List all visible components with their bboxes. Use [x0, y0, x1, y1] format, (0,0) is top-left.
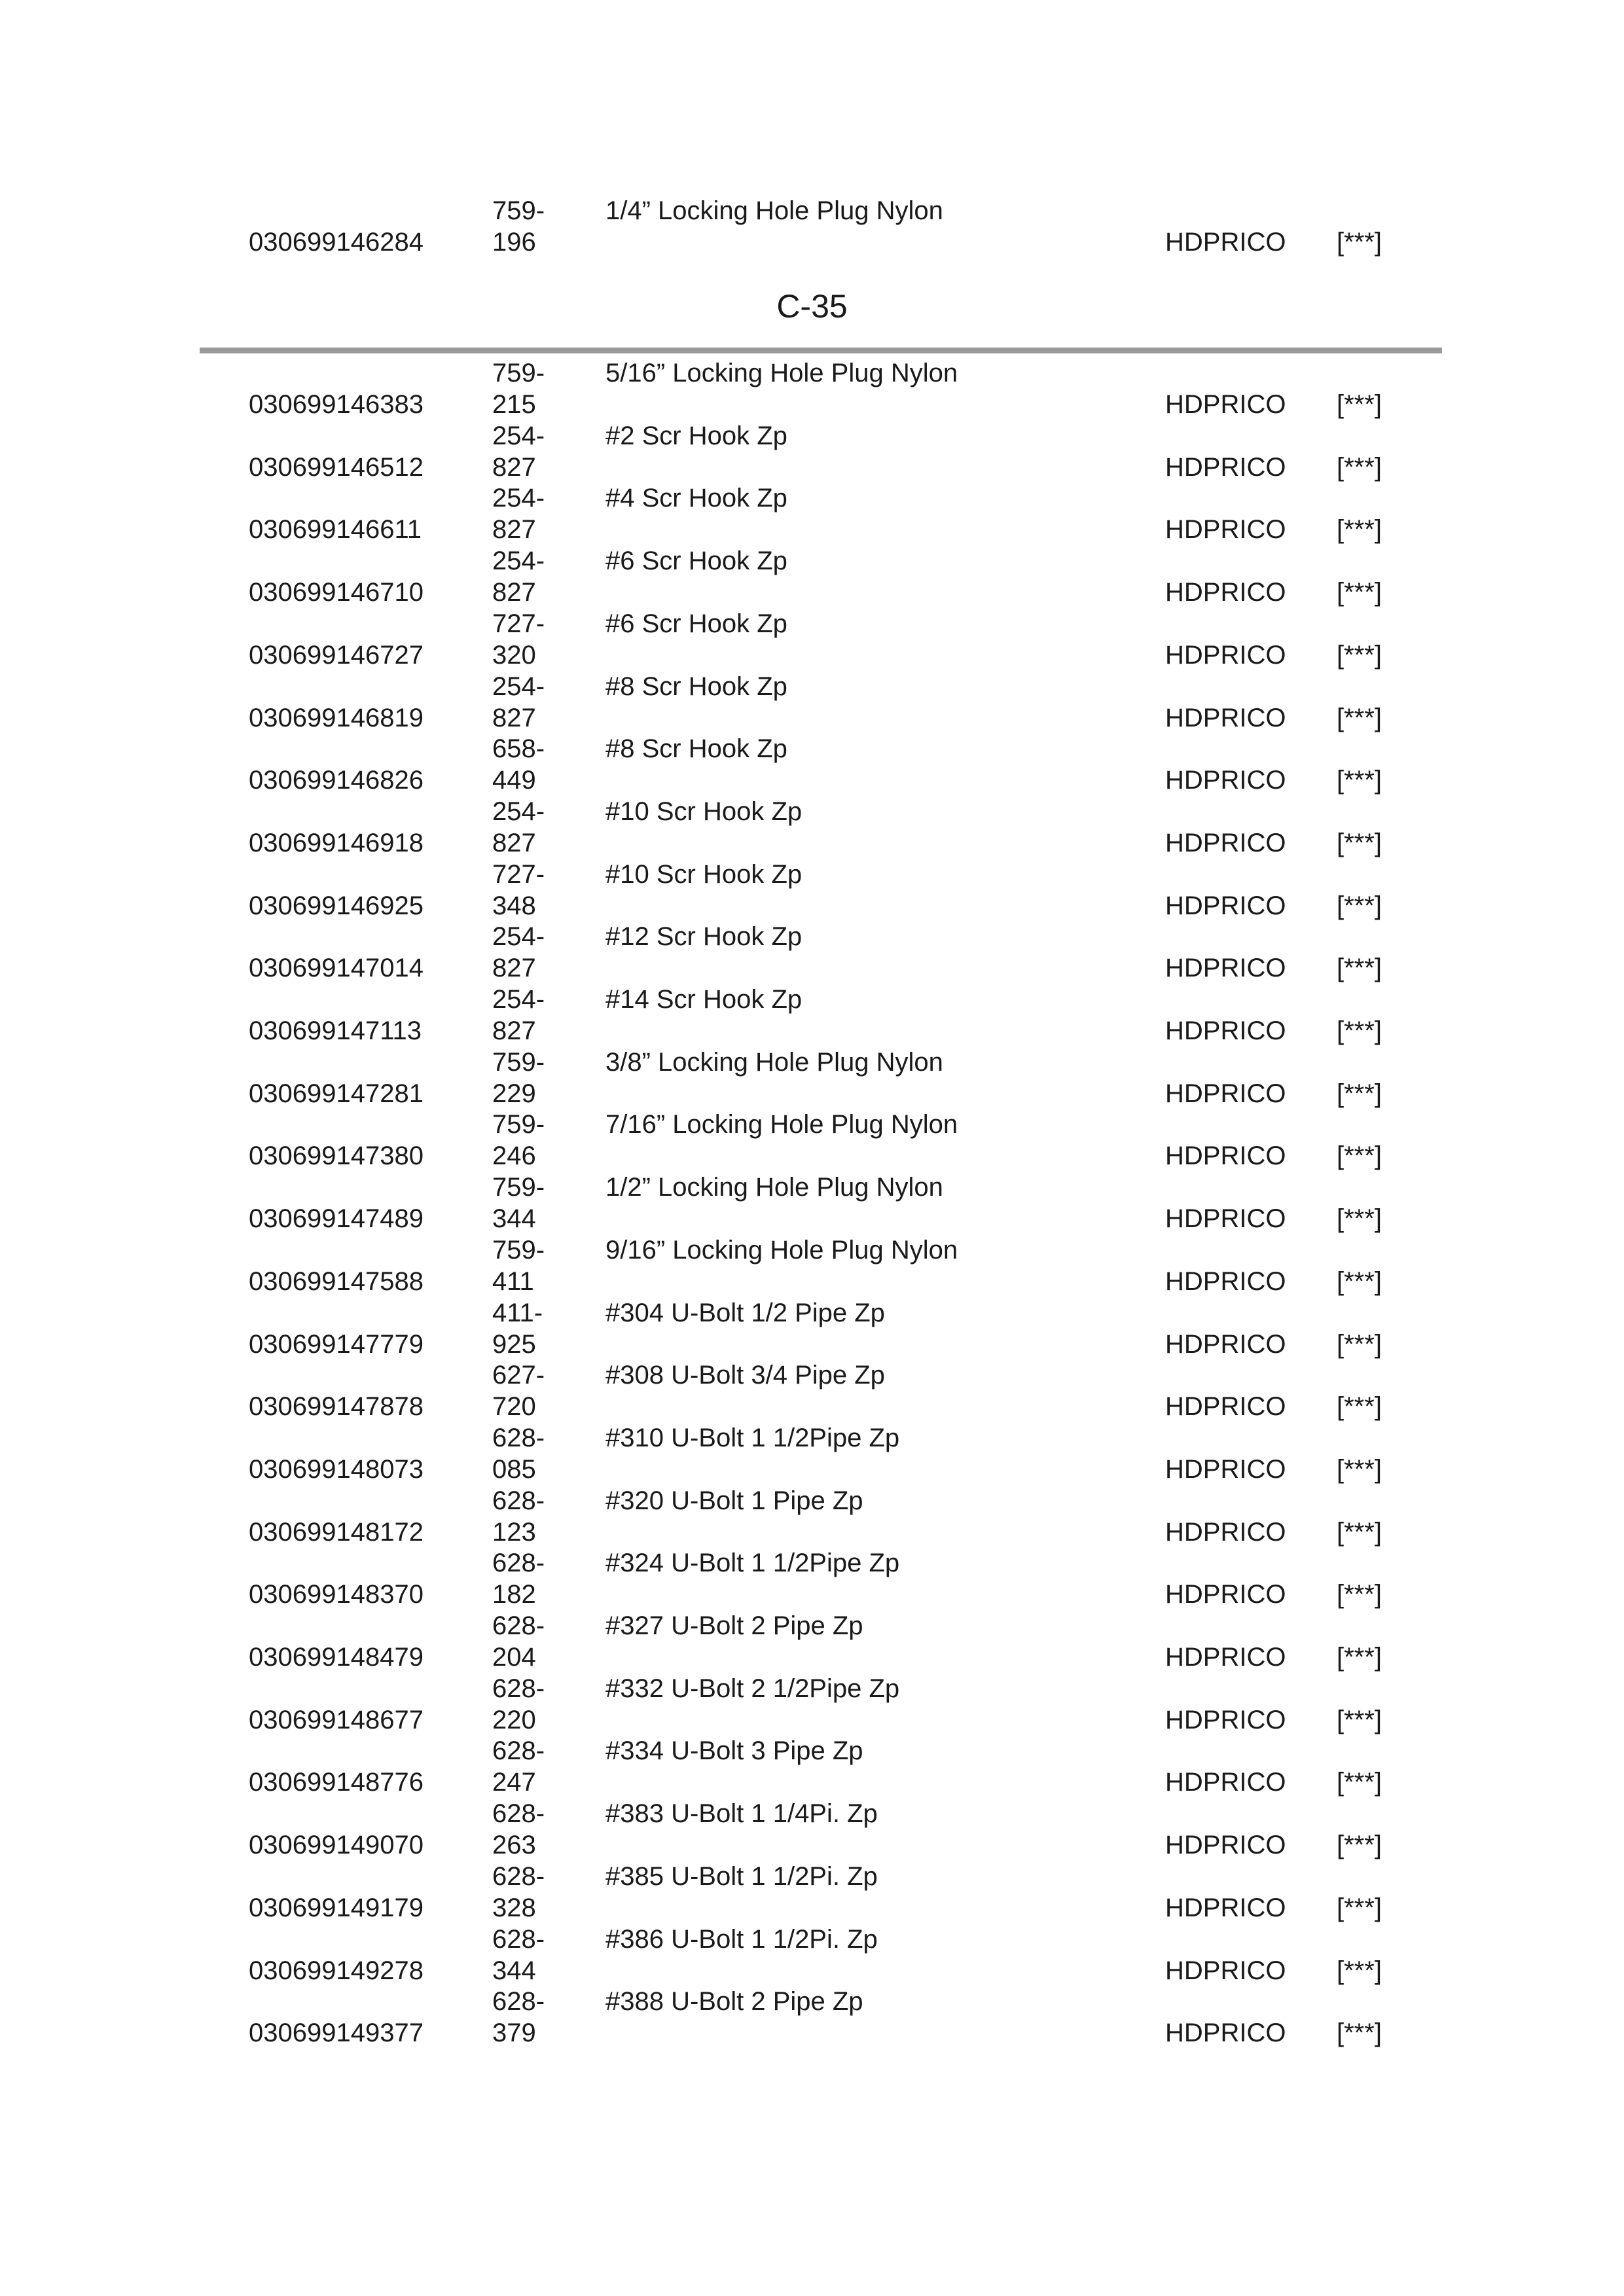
- page-divider: [200, 348, 1442, 353]
- vendor-code: HDPRICO: [1165, 1079, 1286, 1108]
- price-redacted: [***]: [1337, 1956, 1382, 1985]
- item-code-top: 411-: [492, 1299, 543, 1327]
- price-redacted: [***]: [1337, 1455, 1382, 1484]
- vendor-code: HDPRICO: [1165, 1893, 1286, 1922]
- upc-number: 030699147014: [249, 954, 424, 982]
- item-description: #8 Scr Hook Zp: [605, 734, 787, 763]
- item-description: #310 U-Bolt 1 1/2Pipe Zp: [605, 1424, 900, 1452]
- item-code-top: 254-: [492, 422, 545, 450]
- item-description: 5/16” Locking Hole Plug Nylon: [605, 359, 958, 387]
- item-code-bottom: 411: [492, 1267, 534, 1296]
- item-code-bottom: 220: [492, 1706, 536, 1734]
- item-code-bottom: 827: [492, 578, 536, 607]
- item-code-top: 254-: [492, 985, 545, 1014]
- upc-number: 030699147380: [249, 1141, 424, 1170]
- price-redacted: [***]: [1337, 1079, 1382, 1108]
- price-redacted: [***]: [1337, 1643, 1382, 1672]
- vendor-code: HDPRICO: [1165, 641, 1286, 670]
- vendor-code: HDPRICO: [1165, 1267, 1286, 1296]
- price-redacted: [***]: [1337, 641, 1382, 670]
- upc-number: 030699146710: [249, 578, 424, 607]
- upc-number: 030699147489: [249, 1204, 424, 1233]
- page-label: C-35: [776, 288, 848, 325]
- vendor-code: HDPRICO: [1165, 829, 1286, 857]
- upc-number: 030699148073: [249, 1455, 424, 1484]
- price-redacted: [***]: [1337, 1392, 1382, 1421]
- upc-number: 030699146727: [249, 641, 424, 670]
- upc-number: 030699148370: [249, 1580, 424, 1609]
- item-code-top: 628-: [492, 1424, 545, 1452]
- upc-number: 030699148776: [249, 1768, 424, 1797]
- item-description: #6 Scr Hook Zp: [605, 547, 787, 575]
- item-description: #8 Scr Hook Zp: [605, 672, 787, 701]
- upc-number: 030699146819: [249, 704, 424, 732]
- price-redacted: [***]: [1337, 1831, 1382, 1859]
- item-code-top: 759-: [492, 1173, 545, 1202]
- item-code-top: 759-: [492, 1110, 545, 1139]
- upc-number: 030699149278: [249, 1956, 424, 1985]
- item-code-bottom: 229: [492, 1079, 536, 1108]
- vendor-code: HDPRICO: [1165, 515, 1286, 544]
- item-description: #304 U-Bolt 1/2 Pipe Zp: [605, 1299, 885, 1327]
- price-redacted: [***]: [1337, 704, 1382, 732]
- vendor-code: HDPRICO: [1165, 1392, 1286, 1421]
- vendor-code: HDPRICO: [1165, 2018, 1286, 2047]
- item-description: #385 U-Bolt 1 1/2Pi. Zp: [605, 1862, 878, 1891]
- item-description: 7/16” Locking Hole Plug Nylon: [605, 1110, 958, 1139]
- item-code-top: 628-: [492, 1987, 545, 2016]
- item-code-bottom: 204: [492, 1643, 536, 1672]
- item-code-top: 759-: [492, 1048, 545, 1077]
- price-redacted: [***]: [1337, 1768, 1382, 1797]
- item-description: #332 U-Bolt 2 1/2Pipe Zp: [605, 1674, 900, 1703]
- item-code-top: 254-: [492, 547, 545, 575]
- item-code-top: 658-: [492, 734, 545, 763]
- upc-number: 030699146826: [249, 766, 424, 795]
- item-description: #4 Scr Hook Zp: [605, 484, 787, 512]
- upc-number: 030699147779: [249, 1330, 424, 1359]
- item-code-bottom: 827: [492, 704, 536, 732]
- item-description: #2 Scr Hook Zp: [605, 422, 787, 450]
- item-description: 1/2” Locking Hole Plug Nylon: [605, 1173, 943, 1202]
- price-redacted: [***]: [1337, 1141, 1382, 1170]
- item-code-bottom: 246: [492, 1141, 536, 1170]
- item-description: #12 Scr Hook Zp: [605, 922, 803, 951]
- price-redacted: [***]: [1337, 1204, 1382, 1233]
- upc-number: 030699149179: [249, 1893, 424, 1922]
- price-redacted: [***]: [1337, 1706, 1382, 1734]
- item-code-bottom: 247: [492, 1768, 536, 1797]
- price-redacted: [***]: [1337, 1518, 1382, 1547]
- vendor-code: HDPRICO: [1165, 390, 1286, 419]
- price-redacted: [***]: [1337, 1580, 1382, 1609]
- item-code-bottom: 827: [492, 954, 536, 982]
- item-code-top: 628-: [492, 1925, 545, 1954]
- vendor-code: HDPRICO: [1165, 1330, 1286, 1359]
- upc-number: 030699146512: [249, 453, 424, 482]
- vendor-code: HDPRICO: [1165, 1204, 1286, 1233]
- upc-number: 030699148677: [249, 1706, 424, 1734]
- vendor-code: HDPRICO: [1165, 1518, 1286, 1547]
- item-description: #320 U-Bolt 1 Pipe Zp: [605, 1486, 863, 1515]
- vendor-code: HDPRICO: [1165, 228, 1286, 257]
- item-code-top: 628-: [492, 1736, 545, 1765]
- upc-number: 030699146284: [249, 228, 424, 257]
- item-code-bottom: 344: [492, 1956, 536, 1985]
- vendor-code: HDPRICO: [1165, 1643, 1286, 1672]
- item-description: #383 U-Bolt 1 1/4Pi. Zp: [605, 1799, 878, 1828]
- item-code-bottom: 720: [492, 1392, 536, 1421]
- upc-number: 030699149070: [249, 1831, 424, 1859]
- price-redacted: [***]: [1337, 829, 1382, 857]
- price-redacted: [***]: [1337, 1267, 1382, 1296]
- item-code-bottom: 379: [492, 2018, 536, 2047]
- price-redacted: [***]: [1337, 1893, 1382, 1922]
- item-description: #386 U-Bolt 1 1/2Pi. Zp: [605, 1925, 878, 1954]
- item-description: #324 U-Bolt 1 1/2Pipe Zp: [605, 1549, 900, 1577]
- item-description: #10 Scr Hook Zp: [605, 860, 803, 889]
- item-code-top: 628-: [492, 1549, 545, 1577]
- price-redacted: [***]: [1337, 515, 1382, 544]
- item-description: 3/8” Locking Hole Plug Nylon: [605, 1048, 943, 1077]
- item-description: #14 Scr Hook Zp: [605, 985, 803, 1014]
- price-redacted: [***]: [1337, 1016, 1382, 1045]
- item-code-bottom: 320: [492, 641, 536, 670]
- upc-number: 030699147878: [249, 1392, 424, 1421]
- price-redacted: [***]: [1337, 2018, 1382, 2047]
- price-redacted: [***]: [1337, 766, 1382, 795]
- item-code-top: 628-: [492, 1799, 545, 1828]
- item-code-top: 759-: [492, 196, 545, 225]
- vendor-code: HDPRICO: [1165, 1768, 1286, 1797]
- vendor-code: HDPRICO: [1165, 1016, 1286, 1045]
- vendor-code: HDPRICO: [1165, 578, 1286, 607]
- item-code-top: 759-: [492, 1236, 545, 1265]
- item-description: #334 U-Bolt 3 Pipe Zp: [605, 1736, 863, 1765]
- item-code-bottom: 827: [492, 829, 536, 857]
- item-code-bottom: 348: [492, 891, 536, 920]
- item-code-bottom: 123: [492, 1518, 536, 1547]
- item-description: #6 Scr Hook Zp: [605, 609, 787, 638]
- vendor-code: HDPRICO: [1165, 954, 1286, 982]
- vendor-code: HDPRICO: [1165, 453, 1286, 482]
- item-code-top: 254-: [492, 672, 545, 701]
- item-code-top: 628-: [492, 1674, 545, 1703]
- item-code-top: 627-: [492, 1361, 545, 1390]
- vendor-code: HDPRICO: [1165, 704, 1286, 732]
- item-code-top: 727-: [492, 609, 545, 638]
- item-code-bottom: 449: [492, 766, 536, 795]
- item-description: #10 Scr Hook Zp: [605, 797, 803, 826]
- item-code-bottom: 085: [492, 1455, 536, 1484]
- item-code-bottom: 827: [492, 515, 536, 544]
- item-description: 9/16” Locking Hole Plug Nylon: [605, 1236, 958, 1265]
- item-code-bottom: 925: [492, 1330, 536, 1359]
- item-description: 1/4” Locking Hole Plug Nylon: [605, 196, 943, 225]
- item-description: #388 U-Bolt 2 Pipe Zp: [605, 1987, 863, 2016]
- vendor-code: HDPRICO: [1165, 766, 1286, 795]
- item-code-bottom: 182: [492, 1580, 536, 1609]
- item-code-top: 254-: [492, 922, 545, 951]
- upc-number: 030699149377: [249, 2018, 424, 2047]
- vendor-code: HDPRICO: [1165, 891, 1286, 920]
- vendor-code: HDPRICO: [1165, 1956, 1286, 1985]
- upc-number: 030699148479: [249, 1643, 424, 1672]
- upc-number: 030699146383: [249, 390, 424, 419]
- upc-number: 030699146925: [249, 891, 424, 920]
- item-code-bottom: 215: [492, 390, 536, 419]
- upc-number: 030699146611: [249, 515, 422, 544]
- item-description: #308 U-Bolt 3/4 Pipe Zp: [605, 1361, 885, 1390]
- upc-number: 030699147113: [249, 1016, 422, 1045]
- price-redacted: [***]: [1337, 228, 1382, 257]
- vendor-code: HDPRICO: [1165, 1455, 1286, 1484]
- price-redacted: [***]: [1337, 578, 1382, 607]
- upc-number: 030699147281: [249, 1079, 424, 1108]
- item-code-top: 628-: [492, 1486, 545, 1515]
- item-description: #327 U-Bolt 2 Pipe Zp: [605, 1611, 863, 1640]
- vendor-code: HDPRICO: [1165, 1141, 1286, 1170]
- item-code-top: 628-: [492, 1862, 545, 1891]
- price-redacted: [***]: [1337, 390, 1382, 419]
- vendor-code: HDPRICO: [1165, 1831, 1286, 1859]
- item-code-bottom: 196: [492, 228, 536, 257]
- item-code-bottom: 827: [492, 453, 536, 482]
- item-code-bottom: 827: [492, 1016, 536, 1045]
- vendor-code: HDPRICO: [1165, 1580, 1286, 1609]
- upc-number: 030699146918: [249, 829, 424, 857]
- item-code-top: 254-: [492, 797, 545, 826]
- item-code-bottom: 328: [492, 1893, 536, 1922]
- item-code-top: 628-: [492, 1611, 545, 1640]
- upc-number: 030699148172: [249, 1518, 424, 1547]
- item-code-top: 759-: [492, 359, 545, 387]
- item-code-bottom: 263: [492, 1831, 536, 1859]
- vendor-code: HDPRICO: [1165, 1706, 1286, 1734]
- price-redacted: [***]: [1337, 954, 1382, 982]
- item-code-top: 727-: [492, 860, 545, 889]
- upc-number: 030699147588: [249, 1267, 424, 1296]
- price-redacted: [***]: [1337, 891, 1382, 920]
- price-redacted: [***]: [1337, 453, 1382, 482]
- price-redacted: [***]: [1337, 1330, 1382, 1359]
- item-code-top: 254-: [492, 484, 545, 512]
- item-code-bottom: 344: [492, 1204, 536, 1233]
